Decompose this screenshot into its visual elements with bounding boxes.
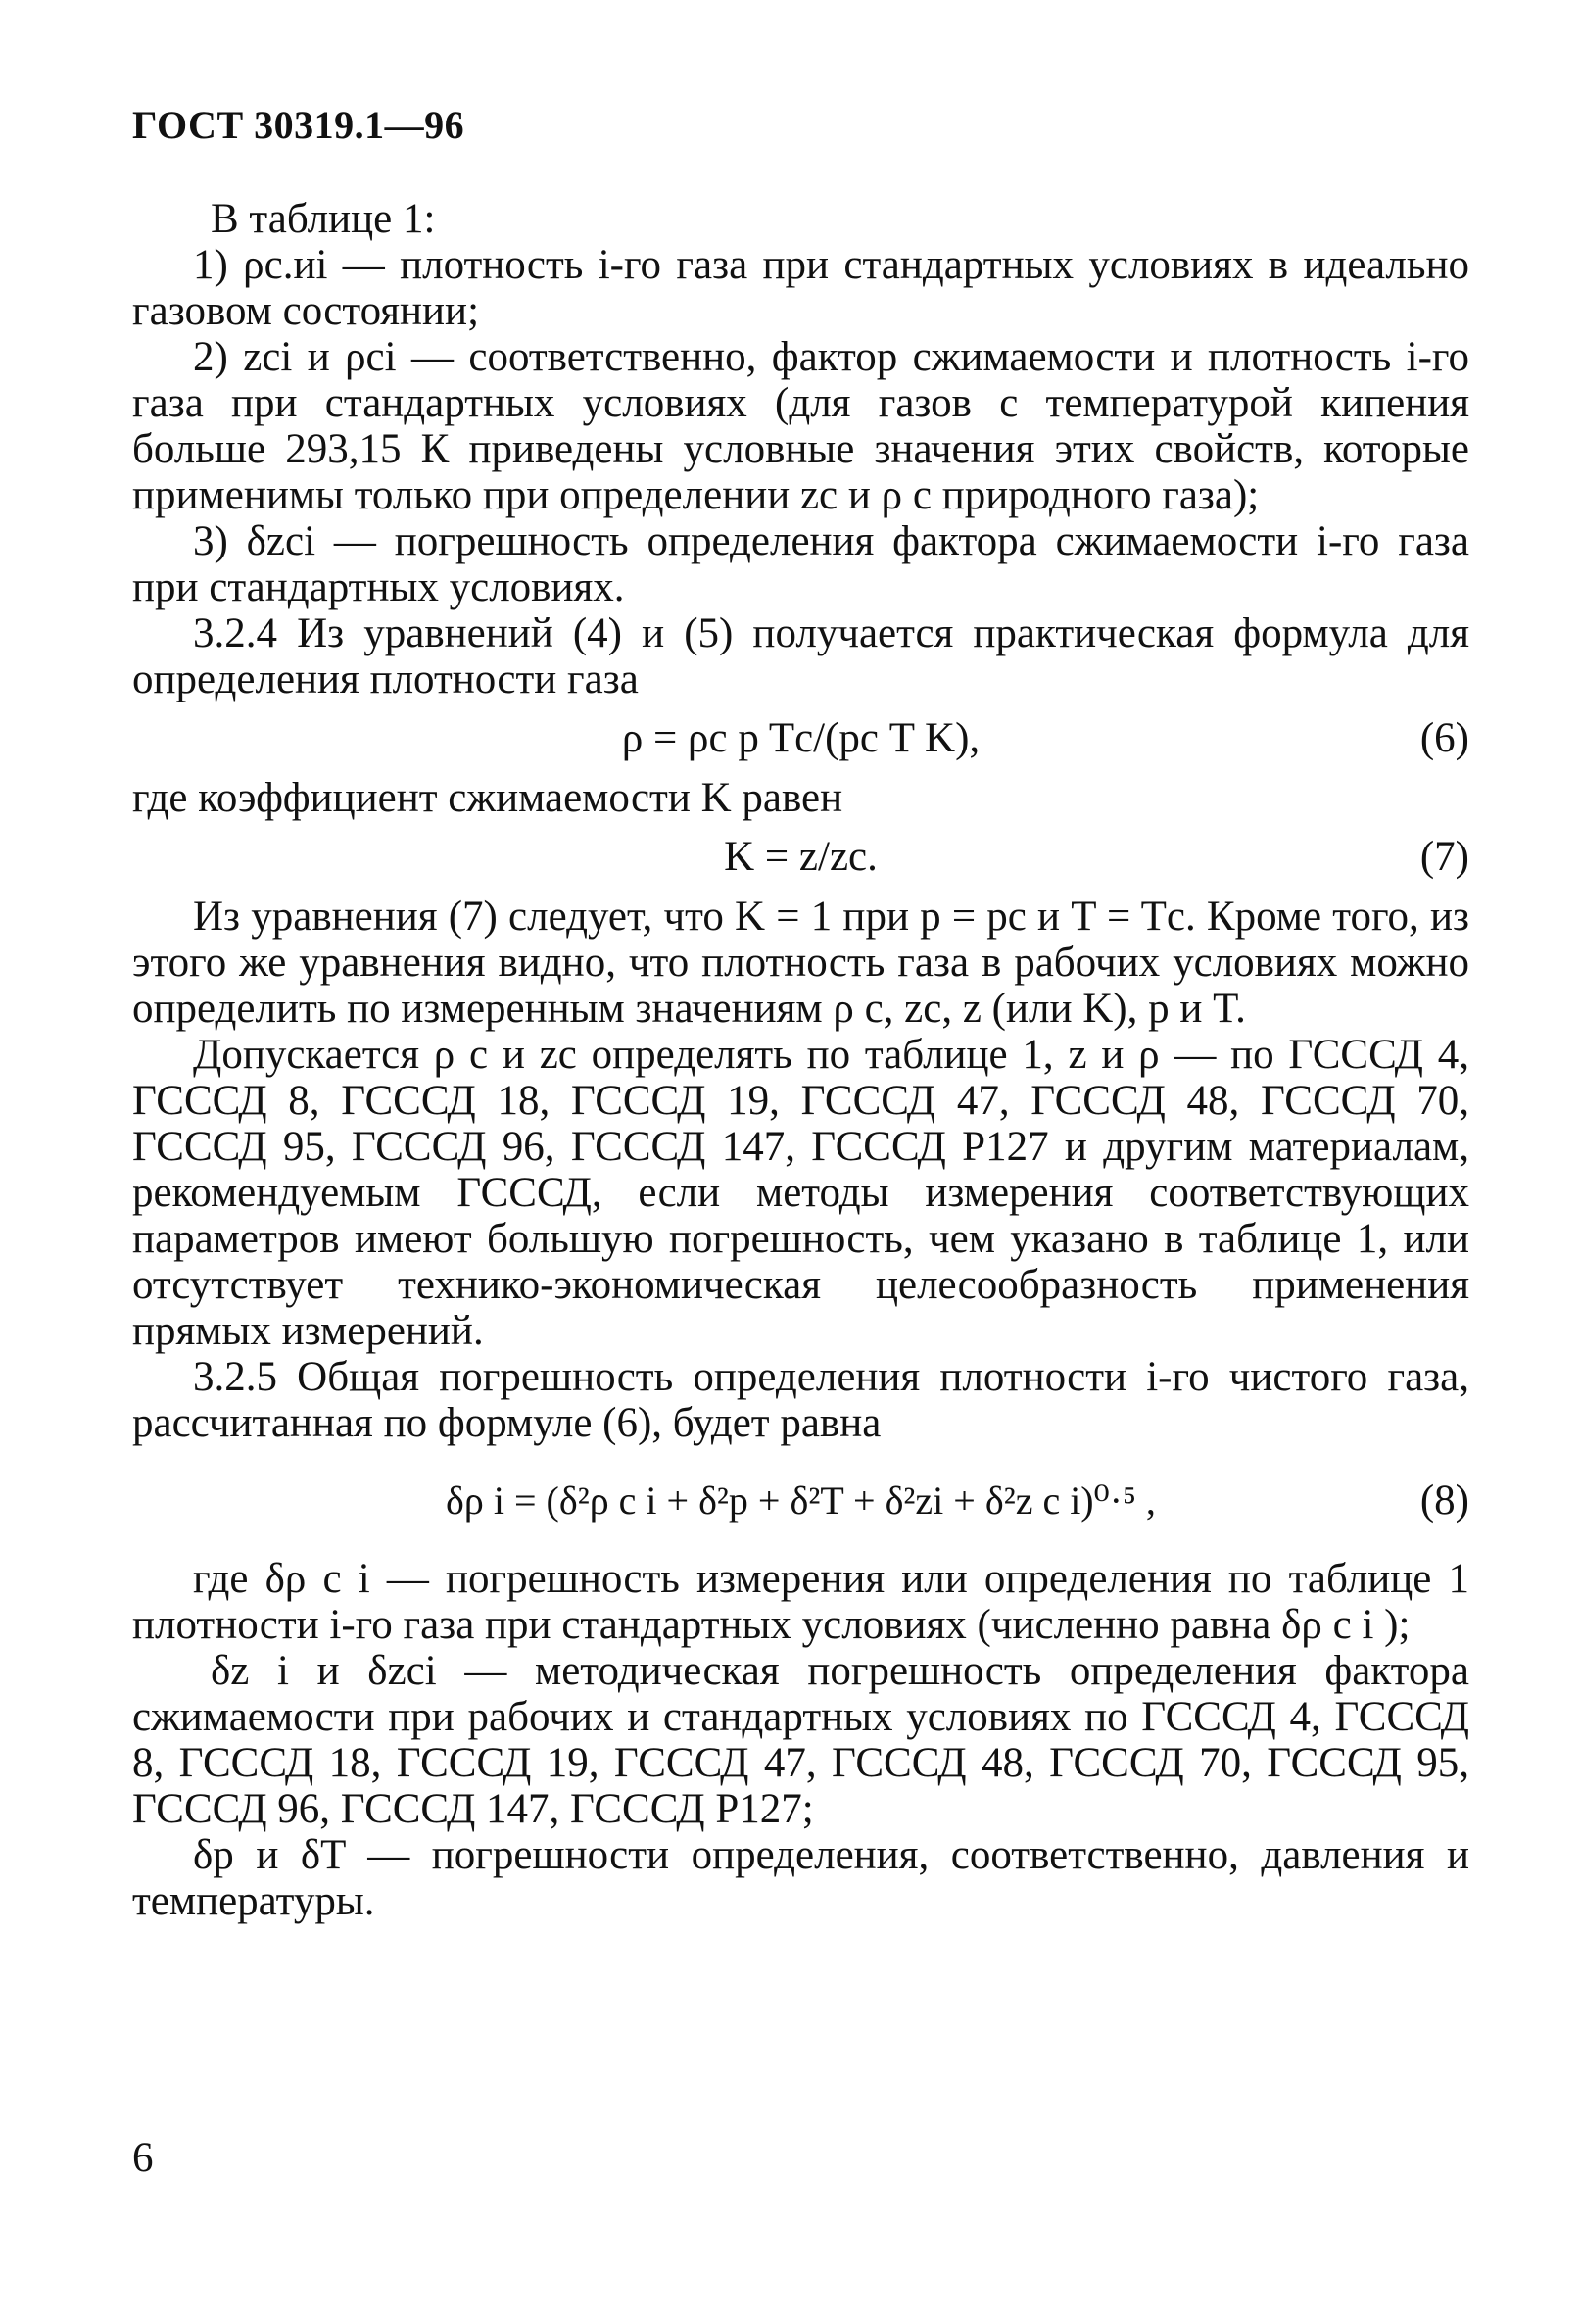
formula-8-expression: δρ i = (δ²ρ с i + δ²p + δ²T + δ²zi + δ²z с i)⁰·⁵ , bbox=[446, 1478, 1156, 1523]
document-header: ГОСТ 30319.1—96 bbox=[132, 103, 465, 147]
formula-7-number: (7) bbox=[1419, 834, 1469, 880]
formula-7-expression: K = z/zс. bbox=[724, 834, 878, 880]
paragraph-allowed-sources: Допускается ρ с и zс определять по таблице 1, z и ρ — по ГСССД 4, ГСССД 8, ГСССД 18, ГСССД 19, ГСССД 47, ГСССД 48, ГСССД 70, ГСССД 95, ГСССД 96, ГСССД 147, ГСССД Р127 и другим материалам, рекомендуемым ГСССД, если методы измерения соответствующих параметров имеют большую погрешность, чем указано в таблице 1, или отсутствует технико-экономическая целесообразность применения прямых измерений. bbox=[132, 1032, 1469, 1354]
formula-6 bbox=[132, 702, 1469, 775]
formula-8 bbox=[132, 1446, 1469, 1556]
paragraph-delta-p-t-definition: δp и δT — погрешности определения, соответственно, давления и температуры. bbox=[132, 1832, 1469, 1924]
formula-6-number: (6) bbox=[1419, 715, 1469, 761]
document-body bbox=[132, 196, 1469, 1924]
paragraph-delta-z-definition: δz i и δzсi — методическая погрешность определения фактора сжимаемости при рабочих и стандартных условиях по ГСССД 4, ГСССД 8, ГСССД 18, ГСССД 19, ГСССД 47, ГСССД 48, ГСССД 70, ГСССД 95, ГСССД 96, ГСССД 147, ГСССД Р127; bbox=[132, 1648, 1469, 1832]
formula-6-expression: ρ = ρс p Tс/(pс T K), bbox=[621, 715, 981, 761]
paragraph-equation-7-consequence: Из уравнения (7) следует, что K = 1 при p = pс и T = Tс. Кроме того, из этого же уравнения видно, что плотность газа в рабочих условиях можно определить по измеренным значениям ρ с, zс, z (или K), p и T. bbox=[132, 894, 1469, 1032]
paragraph-3-2-5: 3.2.5 Общая погрешность определения плотности i-го чистого газа, рассчитанная по формуле (6), будет равна bbox=[132, 1354, 1469, 1446]
paragraph-item-3: 3) δzсi — погрешность определения фактора сжимаемости i-го газа при стандартных условиях. bbox=[132, 518, 1469, 610]
paragraph-item-1: 1) ρс.иi — плотность i-го газа при стандартных условиях в идеально газовом состоянии; bbox=[132, 242, 1469, 334]
paragraph-k-definition: где коэффициент сжимаемости K равен bbox=[132, 775, 843, 821]
paragraph-delta-rho-definition: где δρ с i — погрешность измерения или определения по таблице 1 плотности i-го газа при стандартных условиях (численно равна δρ с i ); bbox=[132, 1556, 1469, 1648]
formula-7 bbox=[132, 821, 1469, 894]
paragraph-intro: В таблице 1: bbox=[211, 196, 436, 242]
paragraph-item-2: 2) zсi и ρсi — соответственно, фактор сжимаемости и плотность i-го газа при стандартных условиях (для газов с температурой кипения больше 293,15 К приведены условные значения этих свойств, которые применимы только при определении zс и ρ с природного газа); bbox=[132, 334, 1469, 518]
formula-8-number: (8) bbox=[1419, 1477, 1469, 1524]
page-number: 6 bbox=[132, 2135, 154, 2181]
paragraph-3-2-4: 3.2.4 Из уравнений (4) и (5) получается практическая формула для определения плотности газа bbox=[132, 610, 1469, 702]
